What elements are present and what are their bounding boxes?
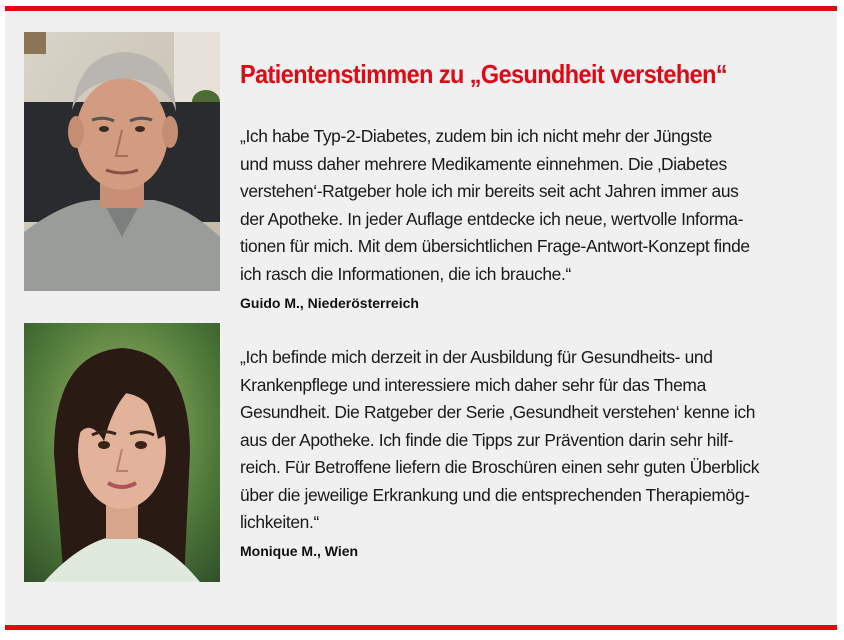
quote-line: über die jeweilige Erkrankung und die entsprechenden Therapiemög- [240, 484, 750, 505]
patient-photo-guido [24, 32, 220, 291]
patient-photo-monique [24, 323, 220, 582]
quote-line: ich rasch die Informationen, die ich brauche.“ [240, 263, 571, 284]
testimonial-panel [5, 6, 837, 630]
testimonial-quote-monique [240, 344, 830, 537]
quote-line: und muss daher mehrere Medikamente einnehmen. Die ‚Diabetes [240, 153, 727, 174]
quote-line: „Ich befinde mich derzeit in der Ausbildung für Gesundheits- und [240, 347, 713, 367]
quote-line: tionen für mich. Mit dem übersichtlichen Frage-Antwort-Konzept finde [240, 236, 750, 256]
page-title: Patientenstimmen zu „Gesundheit verstehen“ [240, 59, 728, 89]
quote-line: aus der Apotheke. Ich finde die Tipps zur Prävention darin sehr hilf- [240, 429, 734, 450]
testimonial-quote-guido [240, 123, 830, 288]
quote-line: Krankenpflege und interessiere mich daher sehr für das Thema [240, 374, 706, 395]
testimonial-author-monique: Monique M., Wien [240, 543, 359, 559]
quote-line: lichkeiten.“ [240, 512, 319, 532]
quote-line: verstehen‘-Ratgeber hole ich mir bereits seit acht Jahren immer aus [240, 181, 739, 201]
quote-line: reich. Für Betroffene liefern die Broschüren einen sehr guten Überblick [240, 457, 760, 477]
quote-line: der Apotheke. In jeder Auflage entdecke ich neue, wertvolle Informa- [240, 208, 744, 229]
testimonial-author-guido: Guido M., Niederösterreich [240, 295, 419, 311]
quote-line: Gesundheit. Die Ratgeber der Serie ‚Gesundheit verstehen‘ kenne ich [240, 402, 756, 422]
quote-line: „Ich habe Typ-2-Diabetes, zudem bin ich nicht mehr der Jüngste [240, 126, 712, 146]
